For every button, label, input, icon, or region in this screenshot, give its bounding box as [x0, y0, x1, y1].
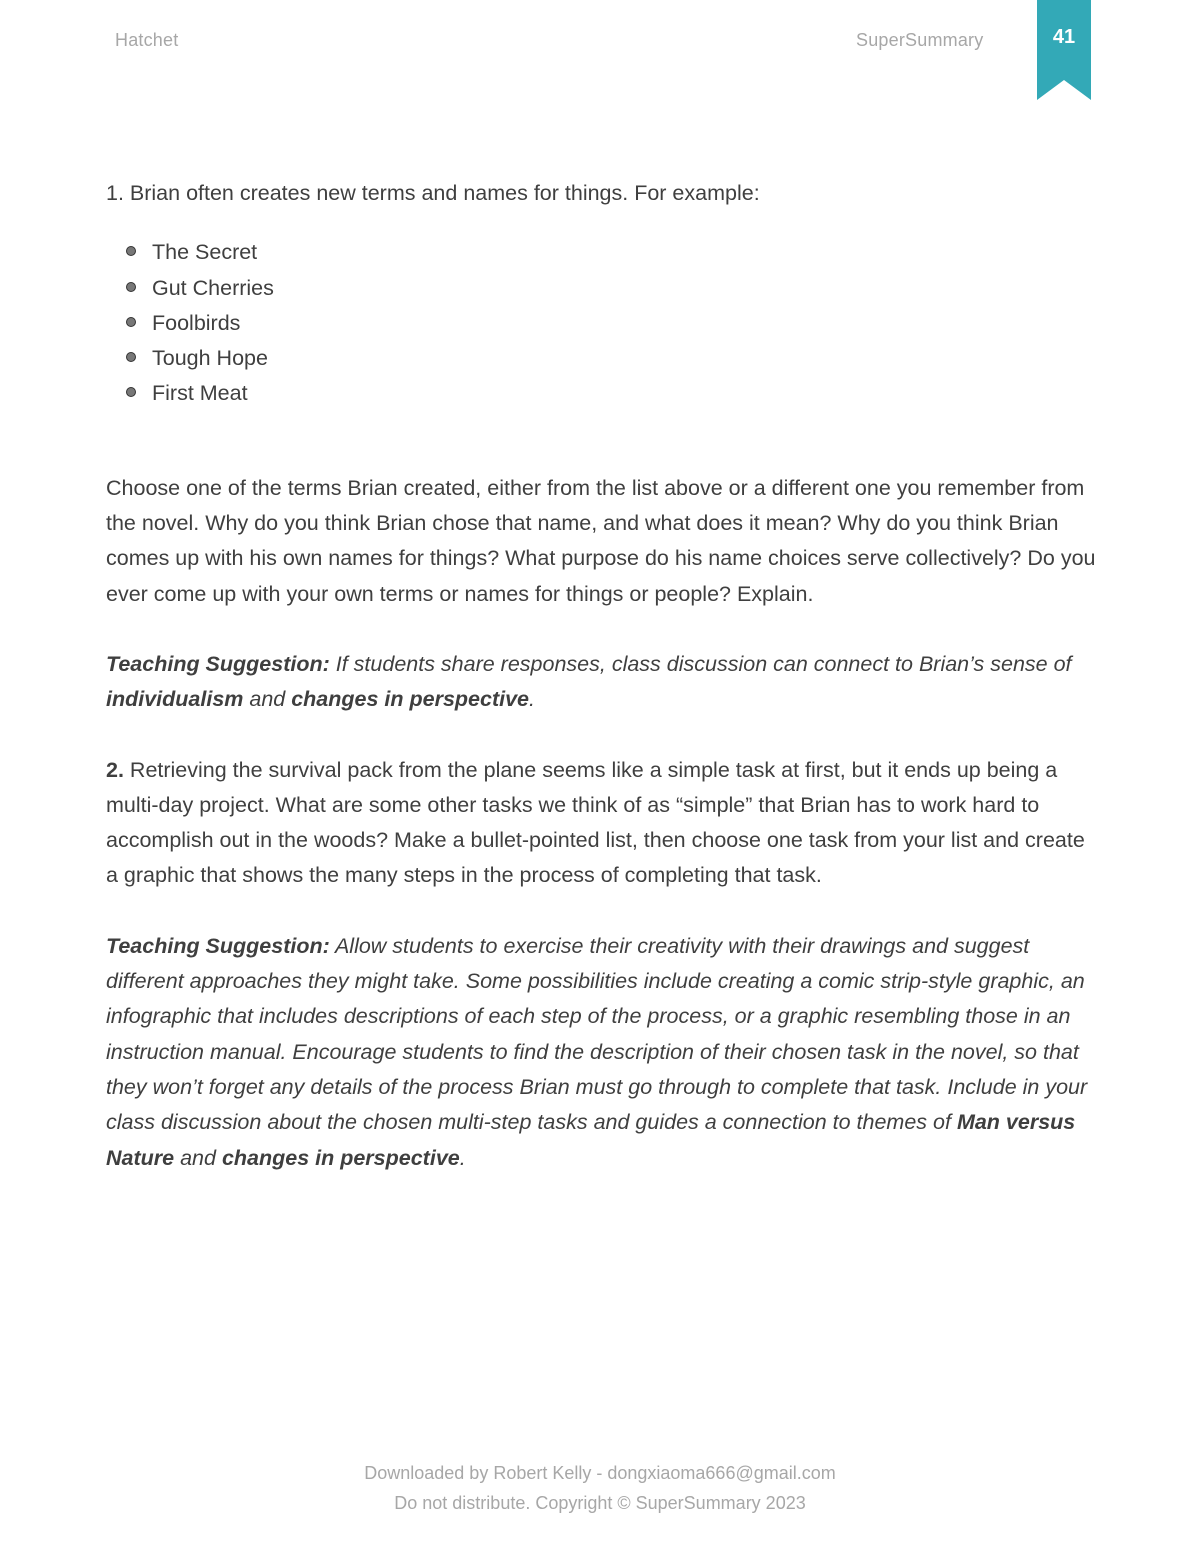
page-content [106, 176, 1096, 1176]
term-label: The Secret [152, 240, 258, 265]
question-2-number: 2. [106, 757, 124, 782]
question-2-body: Retrieving the survival pack from the plane seems like a simple task at first, but it ends up being a multi-day project. What are some other tasks we think of as “simple” that Brian has to work hard to accomplish out in the woods? Make a bullet-pointed list, then choose one task from your list and create a graphic that shows the many steps in the process of completing that task. [106, 757, 1085, 888]
suggestion-label: Teaching Suggestion: [106, 933, 330, 958]
question-1-body: Choose one of the terms Brian created, either from the list above or a different one you remember from the novel. Why do you think Brian chose that name, and what does it mean? Why do you think Brian comes up with his own names for things? What purpose do his name choices serve collectively? Do you ever come up with your own terms or names for things or people? Explain. [106, 475, 1096, 606]
suggestion-connector: and [243, 687, 292, 712]
brand-name: SuperSummary [856, 30, 984, 50]
theme-changes-in-perspective: changes in perspective [291, 687, 530, 712]
page-number: 41 [1052, 26, 1076, 48]
theme-man-versus-nature: Man versus Nature [106, 1110, 1076, 1170]
suggestion-connector: and [174, 1145, 222, 1170]
download-notice: Downloaded by Robert Kelly - dongxiaoma666@gmail.com [364, 1463, 836, 1483]
term-label: First Meat [152, 381, 248, 406]
term-label: Foolbirds [152, 310, 241, 335]
bullet-icon [126, 246, 136, 256]
terms-list [106, 235, 1096, 411]
list-item [126, 376, 1096, 411]
list-item [126, 341, 1096, 376]
bullet-icon [126, 352, 136, 362]
book-title: Hatchet [115, 30, 179, 50]
term-label: Tough Hope [152, 346, 268, 371]
bullet-icon [126, 282, 136, 292]
bullet-icon [126, 387, 136, 397]
page-number-ribbon [1037, 0, 1091, 100]
teaching-suggestion-1 [106, 647, 1096, 718]
term-label: Gut Cherries [152, 275, 274, 300]
suggestion-text: If students share responses, class discussion can connect to Brian’s sense of [329, 651, 1072, 676]
suggestion-text: Allow students to exercise their creativity with their drawings and suggest different approaches they might take. Some possibilities include creating a comic strip-style graphic, an infographic that includes descriptions of each step of the process, or a graphic resembling those in an instruction manual. Encourage students to find the description of their chosen task in the novel, so that they won’t forget any details of the process Brian must go through to complete that task. Include in your class discussion about the chosen multi-step tasks and guides a connection to themes of [106, 933, 1088, 1135]
bullet-icon [126, 317, 136, 327]
suggestion-label: Teaching Suggestion: [106, 651, 330, 676]
theme-changes-in-perspective: changes in perspective [221, 1145, 460, 1170]
suggestion-end: . [459, 1145, 466, 1170]
suggestion-end: . [529, 687, 535, 712]
copyright-notice: Do not distribute. Copyright © SuperSummary 2023 [394, 1493, 806, 1513]
question-2 [106, 753, 1096, 894]
theme-individualism: individualism [106, 687, 244, 712]
list-item [126, 235, 1096, 270]
list-item [126, 306, 1096, 341]
teaching-suggestion-2 [106, 929, 1096, 1176]
question-1-prompt: 1. Brian often creates new terms and names for things. For example: [106, 181, 760, 205]
list-item [126, 271, 1096, 306]
ribbon-bookmark-icon [1037, 0, 1091, 100]
